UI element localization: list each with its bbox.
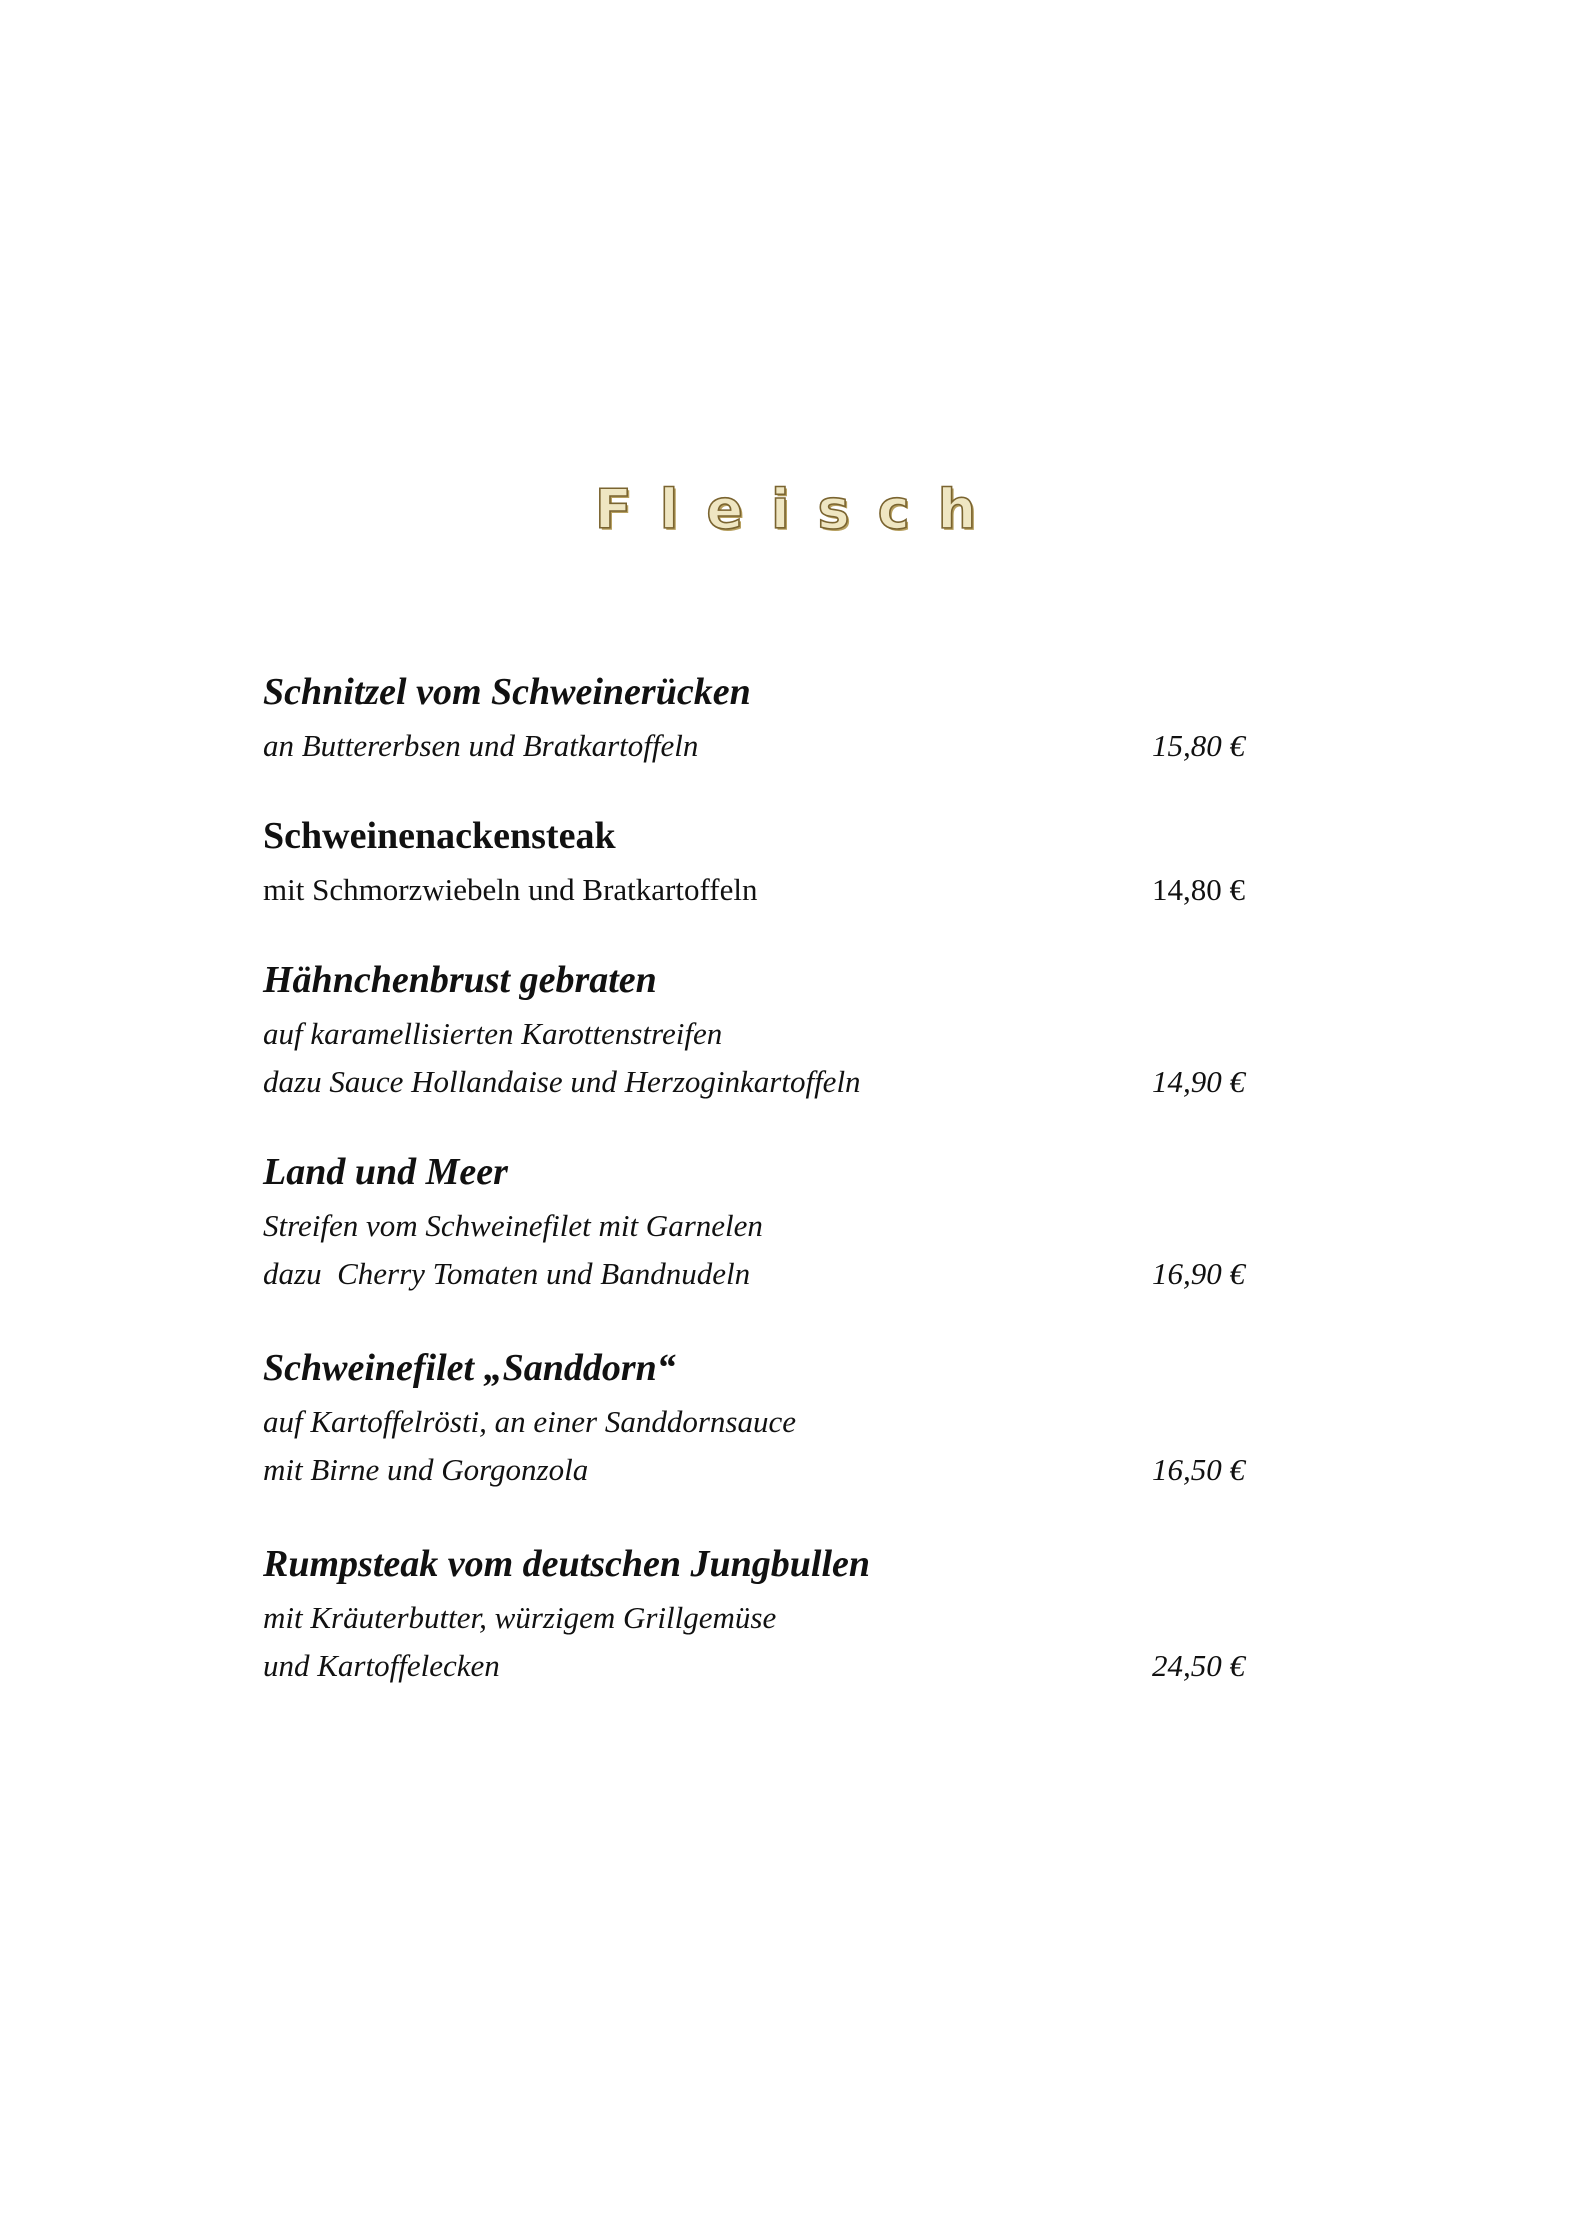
dish-name: Schnitzel vom Schweinerücken — [263, 671, 751, 713]
dish-description: dazu Sauce Hollandaise und Herzoginkartoffeln — [263, 1064, 861, 1099]
dish-description: dazu Cherry Tomaten und Bandnudeln — [263, 1256, 751, 1291]
dish-price: 16,90 € — [1152, 1256, 1245, 1291]
dish-description: mit Birne und Gorgonzola — [263, 1452, 589, 1487]
dish-name: Land und Meer — [263, 1151, 508, 1193]
dish-description: auf karamellisierten Karottenstreifen — [263, 1016, 723, 1051]
dish-price: 14,80 € — [1152, 872, 1245, 907]
menu-item-land-und-meer — [263, 1142, 1245, 1298]
dish-description: mit Schmorzwiebeln und Bratkartoffeln — [263, 872, 758, 907]
dish-name: Schweinefilet „Sanddorn“ — [263, 1347, 676, 1389]
menu-list — [263, 662, 1245, 1730]
dish-price: 16,50 € — [1152, 1452, 1245, 1487]
dish-description: mit Kräuterbutter, würzigem Grillgemüse — [263, 1600, 777, 1635]
dish-price: 24,50 € — [1152, 1648, 1245, 1683]
page-title: Fleisch — [594, 478, 1005, 541]
menu-item-schweinenackensteak — [263, 806, 1245, 914]
dish-description: Streifen vom Schweinefilet mit Garnelen — [263, 1208, 763, 1243]
dish-description: und Kartoffelecken — [263, 1648, 500, 1683]
dish-description: an Buttererbsen und Bratkartoffeln — [263, 728, 699, 763]
dish-name: Hähnchenbrust gebraten — [263, 959, 657, 1001]
menu-item-schweinefilet-sanddorn — [263, 1338, 1245, 1494]
dish-price: 14,90 € — [1152, 1064, 1245, 1099]
dish-name: Schweinenackensteak — [263, 815, 616, 857]
dish-price: 15,80 € — [1152, 728, 1245, 763]
dish-name: Rumpsteak vom deutschen Jungbullen — [263, 1543, 871, 1585]
menu-item-rumpsteak — [263, 1534, 1245, 1690]
menu-item-schnitzel — [263, 662, 1245, 770]
menu-item-haehnchenbrust — [263, 950, 1245, 1106]
dish-description: auf Kartoffelrösti, an einer Sanddornsauce — [263, 1404, 797, 1439]
